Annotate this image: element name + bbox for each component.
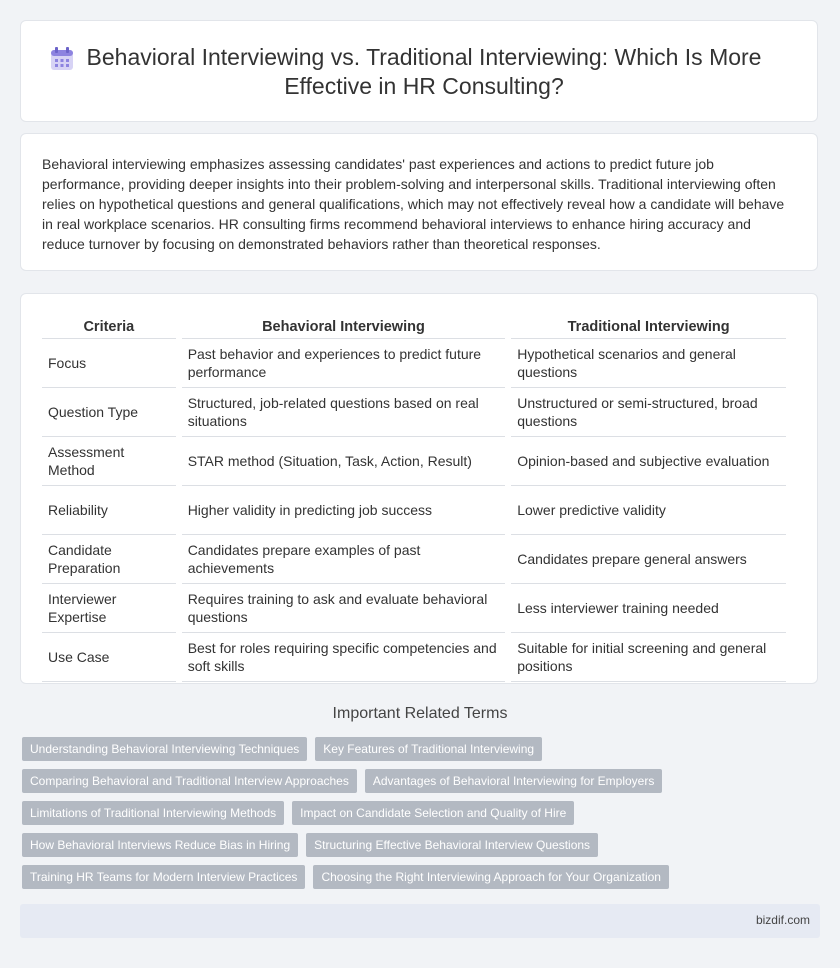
table-row (42, 437, 786, 486)
table-cell: Opinion-based and subjective evaluation (511, 437, 786, 486)
related-term-tag[interactable]: Impact on Candidate Selection and Quality of Hire (292, 801, 574, 825)
table-cell: Reliability (42, 486, 176, 535)
table-cell: Lower predictive validity (511, 486, 786, 535)
comparison-card (20, 293, 818, 684)
table-row (42, 633, 786, 682)
table-row (42, 388, 786, 437)
column-header: Behavioral Interviewing (182, 316, 506, 339)
table-cell: Less interviewer training needed (511, 584, 786, 633)
table-cell: Use Case (42, 633, 176, 682)
related-term-tag[interactable]: How Behavioral Interviews Reduce Bias in Hiring (22, 833, 298, 857)
table-cell: STAR method (Situation, Task, Action, Result) (182, 437, 506, 486)
table-row (42, 339, 786, 388)
table-cell: Higher validity in predicting job success (182, 486, 506, 535)
related-term-tag[interactable]: Key Features of Traditional Interviewing (315, 737, 542, 761)
table-cell: Hypothetical scenarios and general questions (511, 339, 786, 388)
related-term-tag[interactable]: Choosing the Right Interviewing Approach for Your Organization (313, 865, 669, 889)
table-cell: Interviewer Expertise (42, 584, 176, 633)
page-title: Behavioral Interviewing vs. Traditional Interviewing: Which Is More Effective in HR Consulting? (86, 44, 762, 99)
footer (20, 904, 820, 938)
table-cell: Candidate Preparation (42, 535, 176, 584)
header-card (20, 20, 818, 122)
related-term-tag[interactable]: Training HR Teams for Modern Interview Practices (22, 865, 305, 889)
table-cell: Assessment Method (42, 437, 176, 486)
related-terms-list (22, 737, 742, 897)
column-header: Traditional Interviewing (511, 316, 786, 339)
intro-paragraph: Behavioral interviewing emphasizes assessing candidates' past experiences and actions to predict future job performance, providing deeper insights into their problem-solving and interpersonal skills. Traditional interviewing often relies on hypothetical questions and general qualifications, which may not effectively reveal how a candidate will behave in real workplace scenarios. HR consulting firms recommend behavioral interviews to enhance hiring accuracy and reduce turnover by focusing on demonstrated behaviors rather than theoretical responses. (42, 156, 785, 252)
table-cell: Structured, job-related questions based on real situations (182, 388, 506, 437)
table-row (42, 486, 786, 535)
table-cell: Best for roles requiring specific competencies and soft skills (182, 633, 506, 682)
related-term-tag[interactable]: Advantages of Behavioral Interviewing for Employers (365, 769, 662, 793)
table-row (42, 535, 786, 584)
intro-card (20, 133, 818, 271)
related-term-tag[interactable]: Structuring Effective Behavioral Interview Questions (306, 833, 598, 857)
comparison-table (36, 316, 792, 682)
table-cell: Requires training to ask and evaluate behavioral questions (182, 584, 506, 633)
related-term-tag[interactable]: Comparing Behavioral and Traditional Interview Approaches (22, 769, 357, 793)
related-term-tag[interactable]: Understanding Behavioral Interviewing Techniques (22, 737, 307, 761)
table-row (42, 584, 786, 633)
table-cell: Focus (42, 339, 176, 388)
site-link[interactable]: bizdif.com (755, 913, 810, 927)
table-cell: Suitable for initial screening and general positions (511, 633, 786, 682)
table-cell: Question Type (42, 388, 176, 437)
table-cell: Unstructured or semi-structured, broad questions (511, 388, 786, 437)
table-header-row (42, 316, 786, 339)
table-cell: Candidates prepare examples of past achievements (182, 535, 506, 584)
table-cell: Past behavior and experiences to predict future performance (182, 339, 506, 388)
related-terms-title: Important Related Terms (332, 705, 508, 722)
related-term-tag[interactable]: Limitations of Traditional Interviewing Methods (22, 801, 284, 825)
table-cell: Candidates prepare general answers (511, 535, 786, 584)
column-header: Criteria (42, 316, 176, 339)
